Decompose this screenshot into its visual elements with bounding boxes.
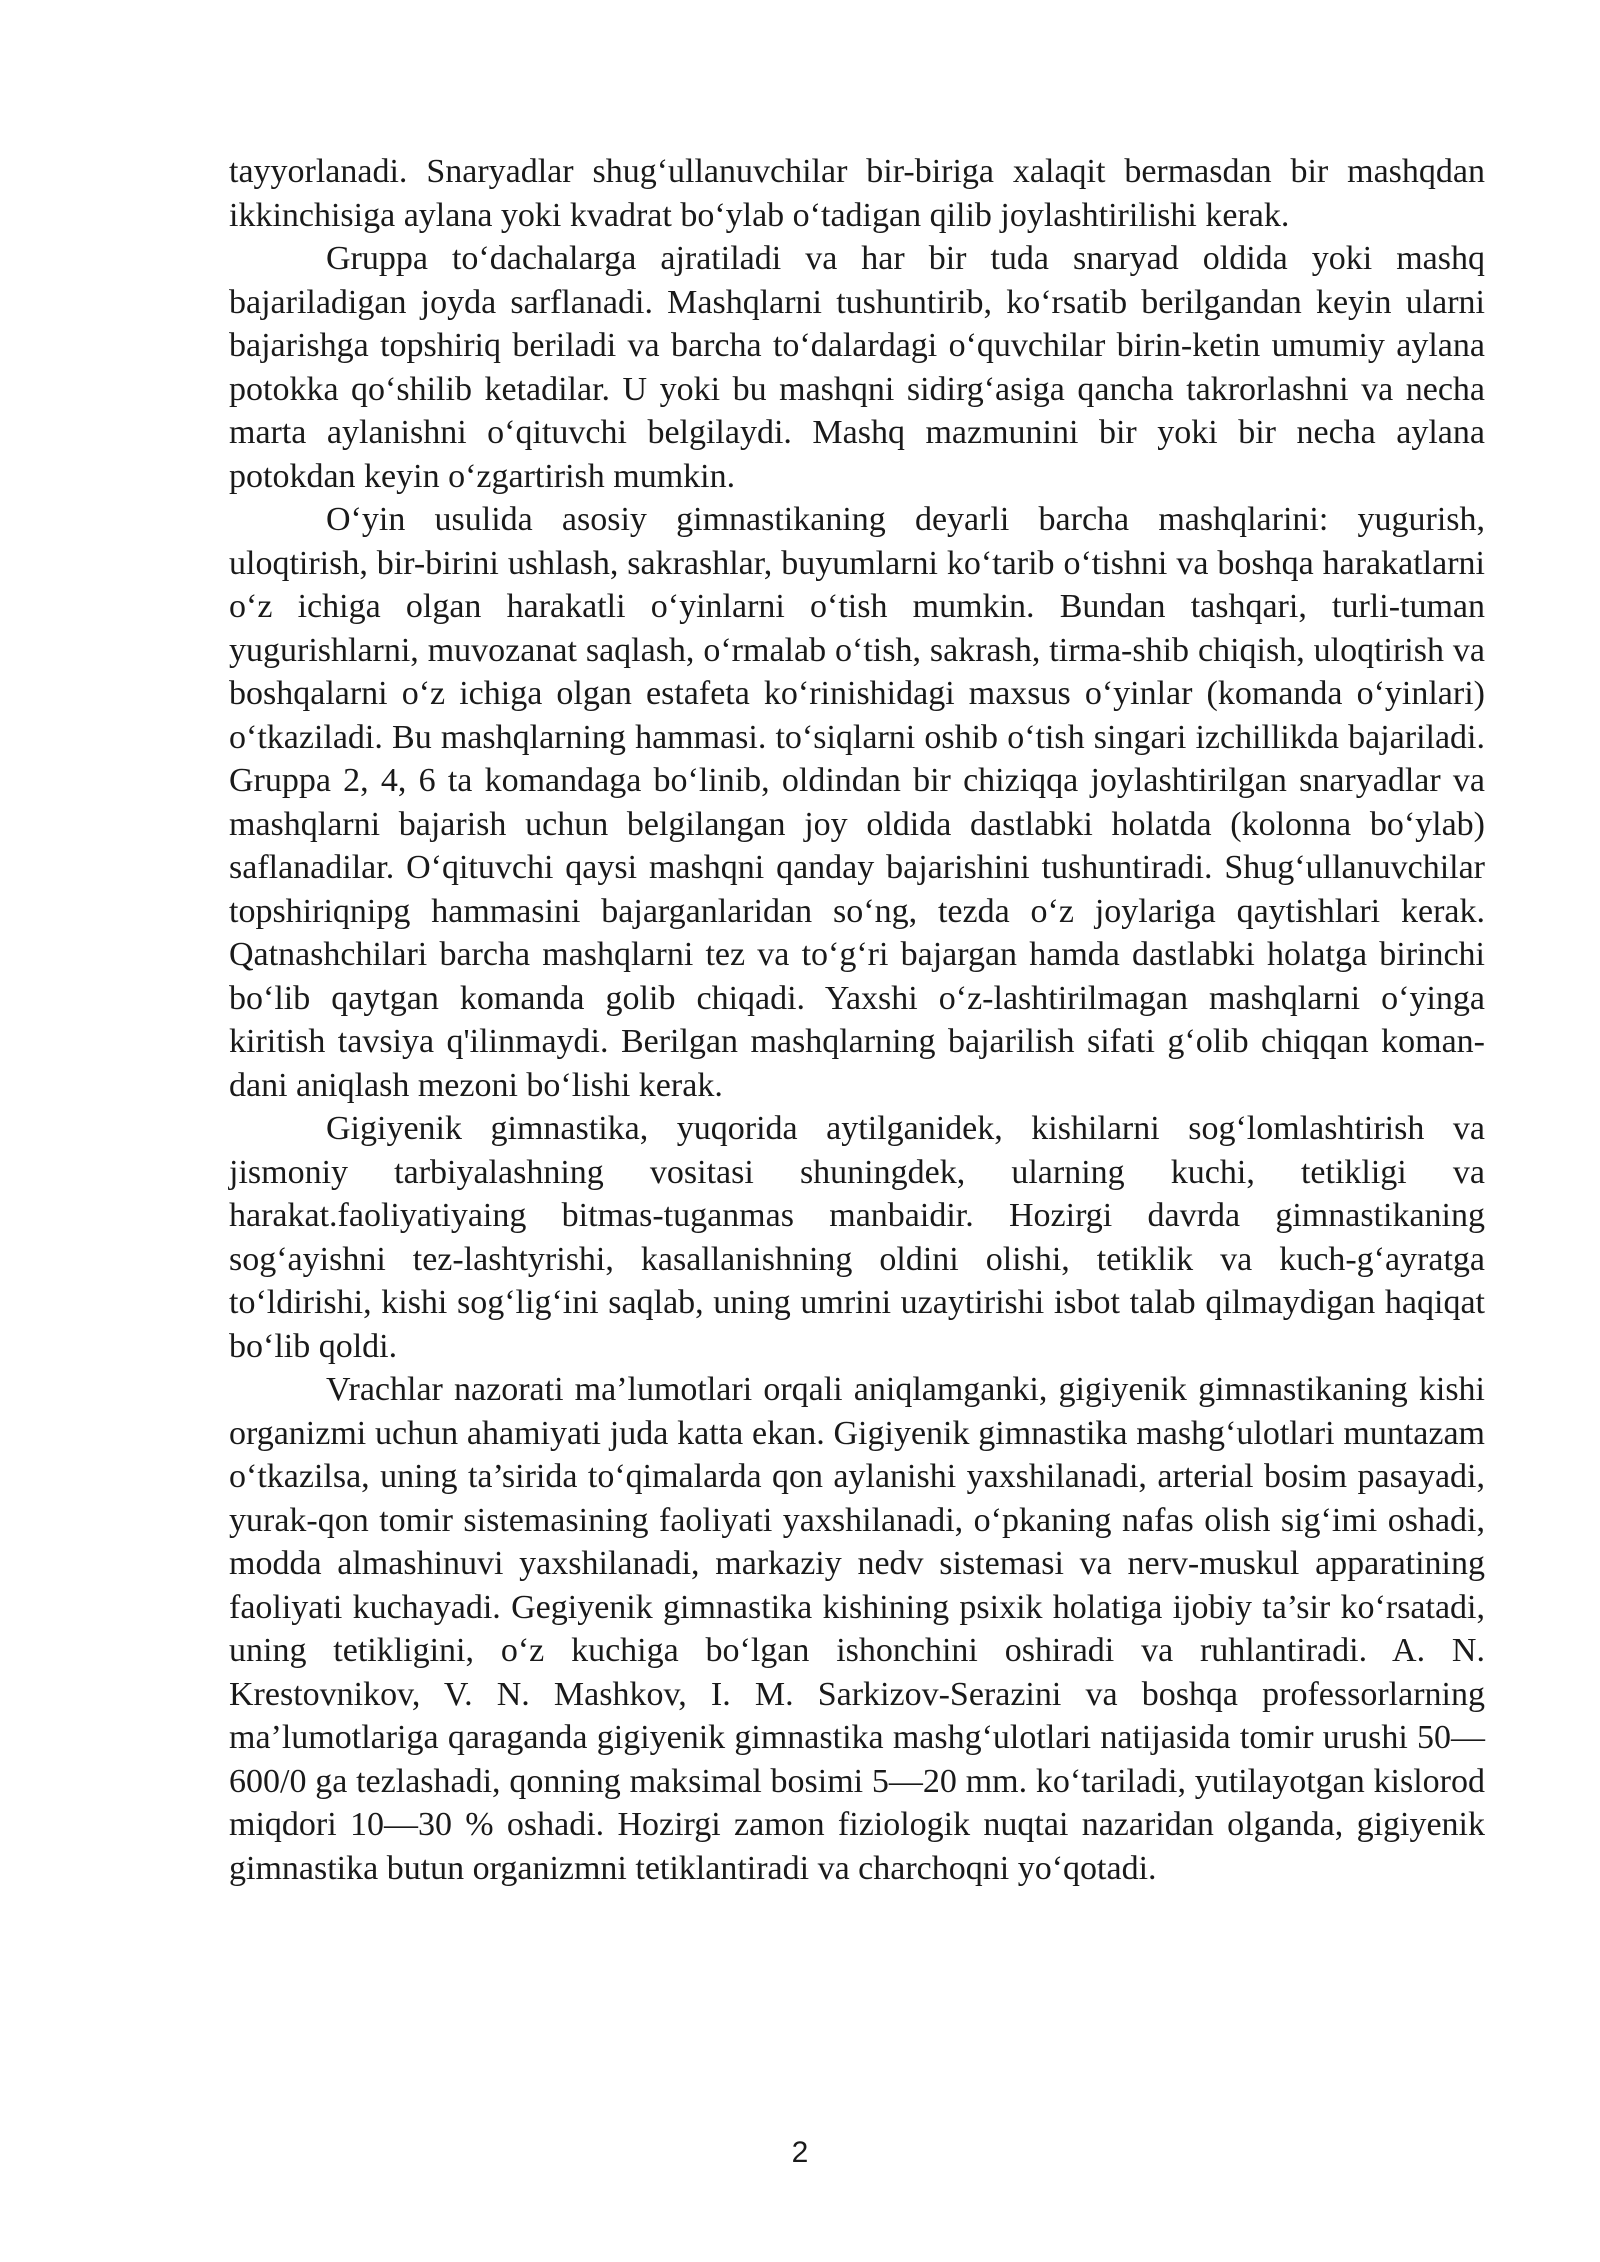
paragraph-medical-control: Vrachlar nazorati ma’lumotlari orqali aniqlamganki, gigiyenik gimnastikaning kishi organizmi uchun ahamiyati juda katta ekan. Gigiyenik gimnastika mashg‘ulotlari muntazam o‘tkazilsa, uning ta’sirida to‘qimalarda qon aylanishi yaxshilanadi, arterial bosim pasayadi, yurak-qon tomir sistemasining faoliyati yaxshilanadi, o‘pkaning nafas olish sig‘imi oshadi, modda almashinuvi yaxshilanadi, markaziy nedv sistemasi va nerv-muskul apparatining faoliyati kuchayadi. Gegiyenik gimnastika kishining psixik holatiga ijobiy ta’sir ko‘rsatadi, uning tetikligini, o‘z kuchiga bo‘lgan ishonchini oshiradi va ruhlantiradi. A. N. Krestovnikov, V. N. Mashkov, I. M. Sarkizov-Serazini va boshqa professorlarning ma’lumotlariga qaraganda gigiyenik gimnastika mashg‘ulotlari natijasida tomir urushi 50—600/0 ga tezlashadi, qonning maksimal bosimi 5—20 mm. ko‘tariladi, yutilayotgan kislorod miqdori 10—30 % oshadi. Hozirgi zamon fiziologik nuqtai nazaridan olganda, gigiyenik gimnastika butun organizmni tetiklantiradi va charchoqni yo‘qotadi. — [229, 1371, 1485, 1887]
page-number: 2 — [791, 2136, 809, 2169]
paragraph-game-method: O‘yin usulida asosiy gimnastikaning deyarli barcha mashqlarini: yugurish, uloqtirish, bir-birini ushlash, sakrashlar, buyumlarni ko‘tarib o‘tishni va boshqa harakatlarni o‘z ichiga olgan harakatli o‘yinlarni o‘tish mumkin. Bundan tashqari, turli-tuman yugurishlarni, muvozanat saqlash, o‘rmalab o‘tish, sakrash, tirma-shib chiqish, uloqtirish va boshqalarni o‘z ichiga olgan estafeta ko‘rinishidagi maxsus o‘yinlar (komanda o‘yinlari) o‘tkaziladi. Bu mashqlarning hammasi. to‘siqlarni oshib o‘tish singari izchillikda bajariladi. Gruppa 2, 4, 6 ta komandaga bo‘linib, oldindan bir chiziqqa joylashtirilgan snaryadlar va mashqlarni bajarish uchun belgilangan joy oldida dastlabki holatda (kolonna bo‘ylab) saflanadilar. O‘qituvchi qaysi mashqni qanday bajarishini tushuntiradi. Shug‘ullanuvchilar topshiriqnipg hammasini bajarganlaridan so‘ng, tezda o‘z joylariga qaytishlari kerak. Qatnashchilari barcha mashqlarni tez va to‘g‘ri bajargan hamda dastlabki holatga birinchi bo‘lib qaytgan komanda golib chiqadi. Yaxshi o‘z-lashtirilmagan mashqlarni o‘yinga kiritish tavsiya q'ilinmaydi. Berilgan mashqlarning bajarilish sifati g‘olib chiqqan koman-dani aniqlash mezoni bo‘lishi kerak. — [229, 501, 1485, 1104]
paragraph-group-division: Gruppa to‘dachalarga ajratiladi va har bir tuda snaryad oldida yoki mashq bajariladigan joyda sarflanadi. Mashqlarni tushuntirib, ko‘rsatib berilgandan keyin ularni bajarishga topshiriq beriladi va barcha to‘dalardagi o‘quvchilar birin-ketin umumiy aylana potokka qo‘shilib ketadilar. U yoki bu mashqni sidirg‘asiga qancha takrorlashni va necha marta aylanishni o‘qituvchi belgilaydi. Mashq mazmunini bir yoki bir necha aylana potokdan keyin o‘zgartirish mumkin. — [229, 240, 1485, 495]
document-body — [229, 150, 1485, 1890]
paragraph-continuation: tayyorlanadi. Snaryadlar shug‘ullanuvchilar bir-biriga xalaqit bermasdan bir mashqdan ikkinchisiga aylana yoki kvadrat bo‘ylab o‘tadigan qilib joylashtirilishi kerak. — [229, 153, 1485, 234]
paragraph-hygienic-gymnastics: Gigiyenik gimnastika, yuqorida aytilganidek, kishilarni sog‘lomlashtirish va jismoniy tarbiyalashning vositasi shuningdek, ularning kuchi, tetikligi va harakat.faoliyatiyaing bitmas-tuganmas manbaidir. Hozirgi davrda gimnastikaning sog‘ayishni tez-lashtyrishi, kasallanishning oldini olishi, tetiklik va kuch-g‘ayratga to‘ldirishi, kishi sog‘lig‘ini saqlab, uning umrini uzaytirishi isbot talab qilmaydigan haqiqat bo‘lib qoldi. — [229, 1110, 1485, 1365]
